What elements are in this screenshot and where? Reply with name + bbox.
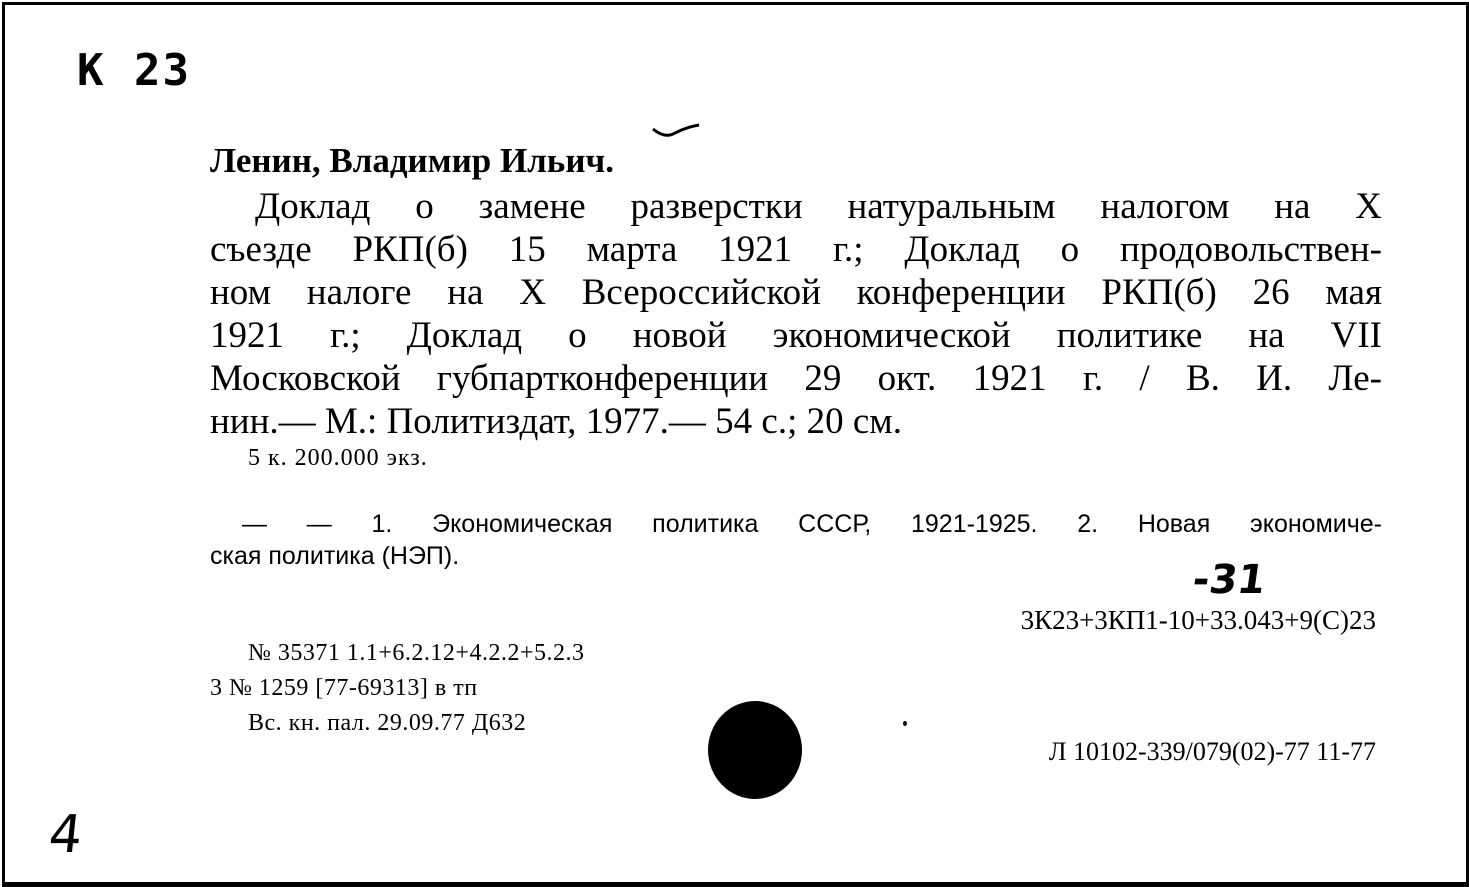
subject-line: — — 1. Экономическая политика СССР, 1921-1925. 2. Новая экономиче- [242, 510, 1382, 538]
title-line: нин.— М.: Политиздат, 1977.— 54 с.; 20 см. [210, 401, 902, 442]
handwritten-note: -31 [1189, 557, 1269, 603]
diacritic-mark [651, 123, 701, 139]
corner-handwritten-mark: 4 [45, 805, 86, 865]
chamber-date: Вс. кн. пал. 29.09.77 Д632 [248, 710, 527, 736]
order-number-2: 3 № 1259 [77-69313] в тп [210, 675, 478, 701]
bbk-code: Л 10102-339/079(02)-77 11-77 [1048, 737, 1376, 766]
subject-line: ская политика (НЭП). [210, 542, 460, 570]
title-line: Доклад о замене разверстки натуральным налогом на X [255, 186, 1382, 227]
classification-index: 3К23+3КП1-10+33.043+9(С)23 [1020, 605, 1376, 635]
punch-hole [708, 701, 802, 799]
title-line: ном налоге на X Всероссийской конференции РКП(б) 26 мая [210, 272, 1382, 313]
price-print-run: 5 к. 200.000 экз. [248, 445, 428, 471]
shelf-mark: К 23 [77, 45, 191, 96]
title-line: 1921 г.; Доклад о новой экономической политике на VII [210, 315, 1382, 356]
title-description [210, 185, 1382, 443]
catalog-card [2, 2, 1469, 887]
title-line: съезде РКП(б) 15 марта 1921 г.; Доклад о продовольствен- [210, 229, 1382, 270]
author-heading: Ленин, Владимир Ильич. [210, 141, 614, 180]
ink-dot [903, 721, 907, 726]
order-number: № 35371 1.1+6.2.12+4.2.2+5.2.3 [248, 640, 585, 666]
title-line: Московской губпартконференции 29 окт. 1921 г. / В. И. Ле- [210, 358, 1382, 399]
